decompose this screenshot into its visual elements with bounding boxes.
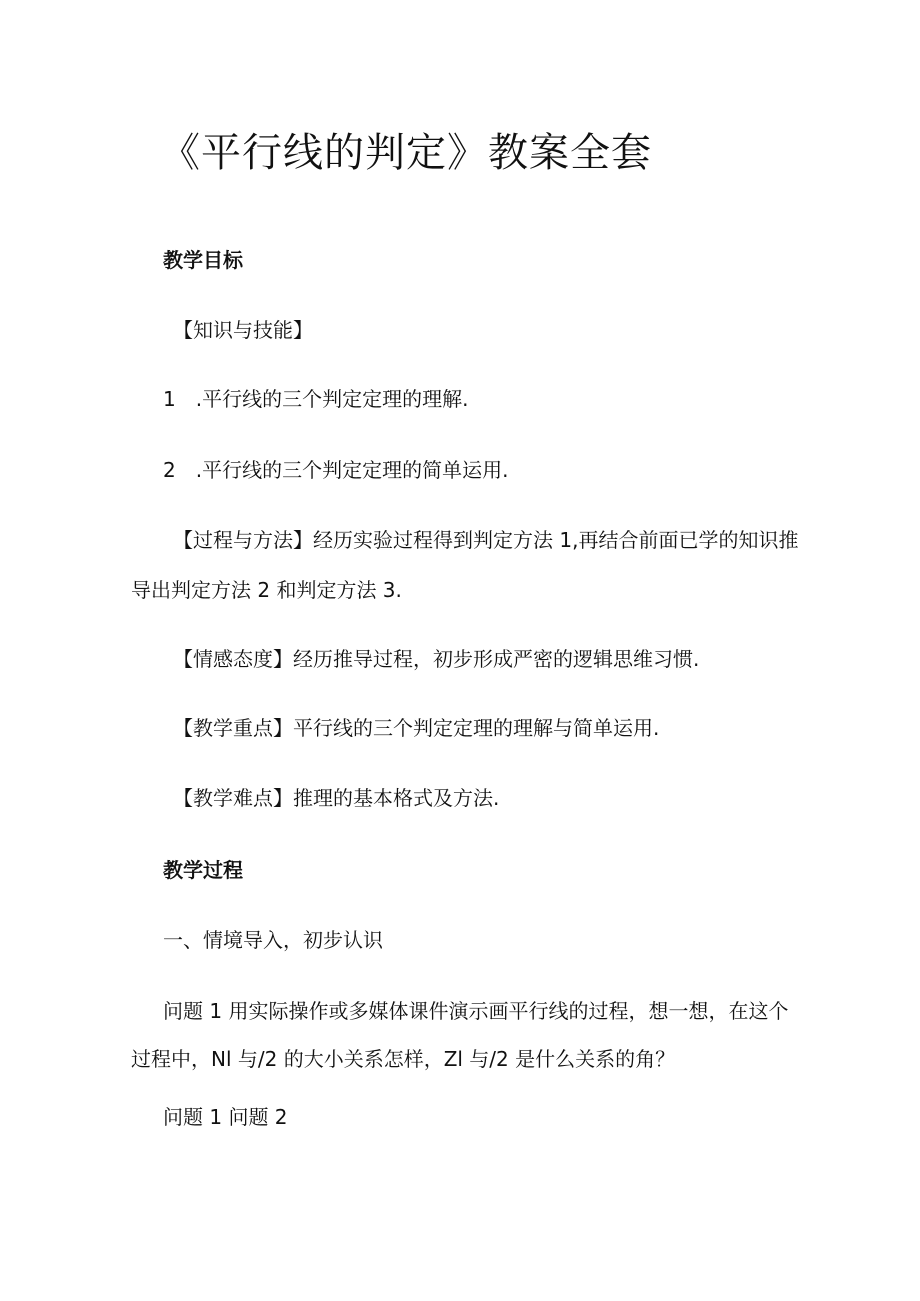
objective-item-1: 1 .平行线的三个判定定理的理解. [163, 387, 469, 411]
process-method-line-2: 导出判定方法 2 和判定方法 3. [131, 578, 402, 602]
question-1-line-1: 问题 1 用实际操作或多媒体课件演示画平行线的过程，想一想，在这个 [163, 999, 789, 1023]
knowledge-label: 【知识与技能】 [173, 318, 313, 342]
teaching-key-point: 【教学重点】平行线的三个判定定理的理解与简单运用. [173, 716, 660, 740]
question-1-line-2: 过程中，Nl 与/2 的大小关系怎样，Zl 与/2 是什么关系的角？ [131, 1047, 676, 1071]
section-1-heading: 一、情境导入，初步认识 [163, 928, 383, 952]
question-labels: 问题 1 问题 2 [163, 1105, 288, 1129]
objective-item-2: 2 .平行线的三个判定定理的简单运用. [163, 458, 509, 482]
document-title: 《平行线的判定》教案全套 [160, 130, 652, 176]
emotion-attitude: 【情感态度】经历推导过程，初步形成严密的逻辑思维习惯. [173, 647, 700, 671]
teaching-difficulty: 【教学难点】推理的基本格式及方法. [173, 786, 500, 810]
process-method-line-1: 【过程与方法】经历实验过程得到判定方法 1,再结合前面已学的知识推 [173, 528, 799, 552]
objectives-heading: 教学目标 [163, 248, 243, 272]
process-heading: 教学过程 [163, 858, 243, 882]
